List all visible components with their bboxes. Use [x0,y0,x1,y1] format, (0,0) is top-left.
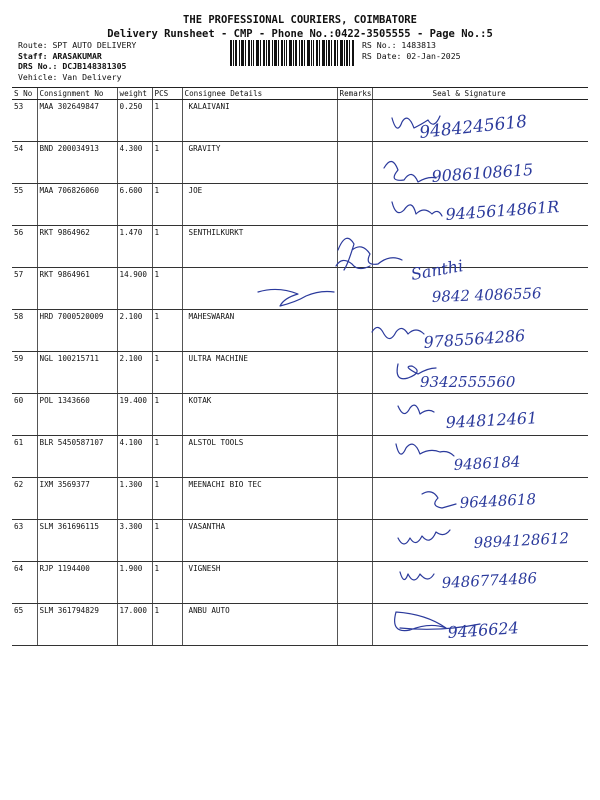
cell-pcs: 1 [152,142,182,184]
signature-phone-58: 9785564286 [422,325,526,352]
cell-signature [372,310,588,352]
cell-consignment: POL 1343660 [37,394,117,436]
cell-weight: 0.250 [117,100,152,142]
table-row [12,604,588,646]
cell-signature [372,142,588,184]
cell-consignment: MAA 706826060 [37,184,117,226]
cell-weight: 17.000 [117,604,152,646]
table-row [12,436,588,478]
cell-signature [372,268,588,310]
table-row [12,310,588,352]
company-title: THE PROFESSIONAL COURIERS, COIMBATORE [183,14,417,26]
signature-phone-65: 9446624 [446,618,520,642]
signature-phone-57: 9842 4086556 [431,284,542,306]
cell-signature [372,604,588,646]
col-signature: Seal & Signature [372,88,588,100]
cell-remarks [337,142,372,184]
cell-remarks [337,520,372,562]
cell-signature [372,520,588,562]
cell-signature [372,100,588,142]
cell-consignee: VASANTHA [182,520,337,562]
col-consignment: Consignment No [37,88,117,100]
table-row [12,226,588,268]
cell-weight: 1.900 [117,562,152,604]
cell-consignee: ALSTOL TOOLS [182,436,337,478]
table-row [12,394,588,436]
table-row [12,100,588,142]
rs-info [362,40,461,61]
cell-weight: 4.100 [117,436,152,478]
cell-consignment: HRD 7000520009 [37,310,117,352]
cell-sno: 65 [12,604,37,646]
table-row [12,352,588,394]
cell-weight: 4.300 [117,142,152,184]
col-remarks: Remarks [337,88,372,100]
cell-weight: 2.100 [117,352,152,394]
cell-pcs: 1 [152,478,182,520]
cell-consignee: ANBU AUTO [182,604,337,646]
cell-pcs: 1 [152,310,182,352]
route-info [18,40,136,82]
vehicle-label: Vehicle: Van Delivery [18,71,122,82]
cell-sno: 63 [12,520,37,562]
route-label: Route: SPT AUTO DELIVERY [18,40,137,50]
cell-sno: 58 [12,310,37,352]
table-row [12,520,588,562]
cell-remarks [337,268,372,310]
cell-consignment: IXM 3569377 [37,478,117,520]
cell-consignee: MEENACHI BIO TEC [182,478,337,520]
signature-phone-63: 9894128612 [473,529,570,552]
cell-consignment: RKT 9864962 [37,226,117,268]
cell-remarks [337,604,372,646]
cell-weight: 1.470 [117,226,152,268]
signature-phone-54: 9086108615 [430,159,534,186]
cell-remarks [337,394,372,436]
cell-sno: 54 [12,142,37,184]
cell-sno: 61 [12,436,37,478]
runsheet-table [12,87,588,646]
staff-label: Staff: ARASAKUMAR [18,50,102,61]
signature-phone-55: 9445614861R [444,197,560,224]
cell-consignee: SENTHILKURKT [182,226,337,268]
cell-sno: 55 [12,184,37,226]
table-row [12,478,588,520]
cell-sno: 59 [12,352,37,394]
cell-remarks [337,100,372,142]
cell-pcs: 1 [152,604,182,646]
cell-consignee: ULTRA MACHINE [182,352,337,394]
signature-phone-53: 9484245618 [418,111,529,143]
cell-remarks [337,352,372,394]
signature-phone-64: 9486774486 [441,569,538,592]
cell-signature [372,562,588,604]
cell-consignee: KALAIVANI [182,100,337,142]
signature-phone-60: 944812461 [445,408,538,432]
signature-phone-59: 9342555560 [420,373,516,391]
table-row [12,268,588,310]
cell-sno: 62 [12,478,37,520]
cell-pcs: 1 [152,184,182,226]
cell-sno: 64 [12,562,37,604]
cell-remarks [337,226,372,268]
cell-pcs: 1 [152,352,182,394]
table-header-row [12,88,588,100]
signature-phone-61: 9486184 [453,452,521,474]
cell-consignee: JOE [182,184,337,226]
cell-consignment: NGL 100215711 [37,352,117,394]
cell-consignee [182,268,337,310]
cell-consignment: BLR 5450587107 [37,436,117,478]
cell-weight: 14.900 [117,268,152,310]
cell-pcs: 1 [152,268,182,310]
cell-signature [372,226,588,268]
cell-consignment: BND 200034913 [37,142,117,184]
cell-weight: 19.400 [117,394,152,436]
cell-signature [372,184,588,226]
cell-consignee: VIGNESH [182,562,337,604]
cell-sno: 56 [12,226,37,268]
cell-consignment: MAA 302649847 [37,100,117,142]
cell-signature [372,352,588,394]
cell-pcs: 1 [152,226,182,268]
cell-remarks [337,478,372,520]
cell-pcs: 1 [152,436,182,478]
cell-pcs: 1 [152,562,182,604]
cell-signature [372,478,588,520]
table-row [12,142,588,184]
cell-sno: 53 [12,100,37,142]
col-sno: S No [12,88,37,100]
cell-weight: 1.300 [117,478,152,520]
cell-consignment: RJP 1194400 [37,562,117,604]
cell-sno: 60 [12,394,37,436]
cell-pcs: 1 [152,520,182,562]
rs-number: RS No.: 1483813 [362,40,436,50]
col-weight: weight [117,88,152,100]
cell-remarks [337,184,372,226]
cell-consignee: MAHESWARAN [182,310,337,352]
drs-label: DRS No.: DCJB148381305 [18,61,127,71]
cell-consignment: RKT 9864961 [37,268,117,310]
cell-consignment: SLM 361696115 [37,520,117,562]
cell-weight: 2.100 [117,310,152,352]
table-row [12,184,588,226]
cell-remarks [337,562,372,604]
cell-remarks [337,310,372,352]
cell-weight: 3.300 [117,520,152,562]
cell-weight: 6.600 [117,184,152,226]
cell-pcs: 1 [152,394,182,436]
cell-pcs: 1 [152,100,182,142]
col-consignee: Consignee Details [182,88,337,100]
cell-sno: 57 [12,268,37,310]
col-pcs: PCS [152,88,182,100]
runsheet-subtitle: Delivery Runsheet - CMP - Phone No.:0422-3505555 - Page No.:5 [107,28,493,40]
cell-signature [372,436,588,478]
rs-date: RS Date: 02-Jan-2025 [362,50,461,61]
cell-remarks [337,436,372,478]
signature-phone-62: 96448618 [459,490,537,512]
barcode-icon [230,40,354,66]
cell-consignment: SLM 361794829 [37,604,117,646]
table-row [12,562,588,604]
cell-consignee: GRAVITY [182,142,337,184]
cell-consignee: KOTAK [182,394,337,436]
cell-signature [372,394,588,436]
signature-name-56: Santhi [409,256,465,284]
